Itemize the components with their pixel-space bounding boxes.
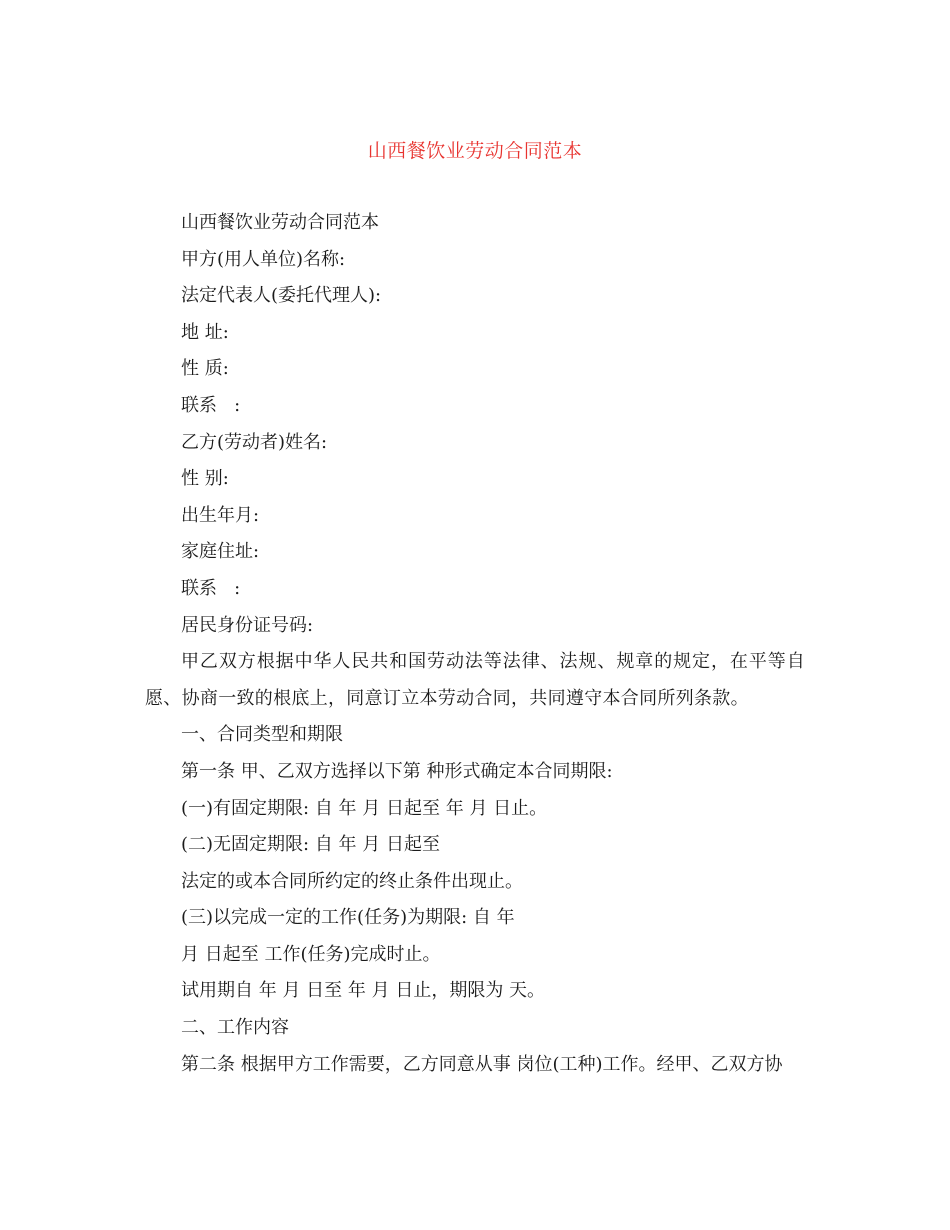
birth-date-field: 出生年月: — [181, 504, 260, 526]
id-number-field: 居民身份证号码: — [181, 614, 314, 636]
document-title: 山西餐饮业劳动合同范本 — [367, 140, 583, 162]
party-a-contact-field: 联系 : — [181, 394, 241, 416]
option-open-term: (二)无固定期限: 自 年 月 日起至 — [181, 834, 440, 856]
nature-field: 性 质: — [181, 358, 229, 380]
party-a-name-field: 甲方(用人单位)名称: — [181, 248, 346, 270]
party-b-contact-field: 联系 : — [181, 577, 241, 599]
legal-representative-field: 法定代表人(委托代理人): — [181, 285, 382, 307]
option-task-term-continued: 月 日起至 工作(任务)完成时止。 — [181, 943, 441, 965]
party-b-name-field: 乙方(劳动者)姓名: — [181, 431, 328, 453]
document-body — [145, 205, 805, 1083]
article-2: 第二条 根据甲方工作需要，乙方同意从事 岗位(工种)工作。经甲、乙双方协 — [181, 1053, 783, 1075]
home-address-field: 家庭住址: — [181, 541, 260, 563]
address-field: 地 址: — [181, 321, 229, 343]
paragraph-heading: 山西餐饮业劳动合同范本 — [181, 212, 379, 233]
option-open-term-continued: 法定的或本合同所约定的终止条件出现止。 — [181, 870, 523, 892]
article-1: 第一条 甲、乙双方选择以下第 种形式确定本合同期限: — [181, 760, 613, 782]
section-heading-contract-type: 一、合同类型和期限 — [181, 724, 343, 746]
section-heading-work-content: 二、工作内容 — [181, 1017, 289, 1039]
probation-period: 试用期自 年 月 日至 年 月 日止，期限为 天。 — [181, 980, 546, 1002]
option-fixed-term: (一)有固定期限: 自 年 月 日起至 年 月 日止。 — [181, 797, 548, 819]
preamble-paragraph: 甲乙双方根据中华人民共和国劳动法等法律、法规、规章的规定，在平等自愿、协商一致的根底上，同意订立本劳动合同，共同遵守本合同所列条款。 — [145, 651, 805, 709]
option-task-term: (三)以完成一定的工作(任务)为期限: 自 年 — [181, 907, 515, 929]
gender-field: 性 别: — [181, 468, 229, 490]
